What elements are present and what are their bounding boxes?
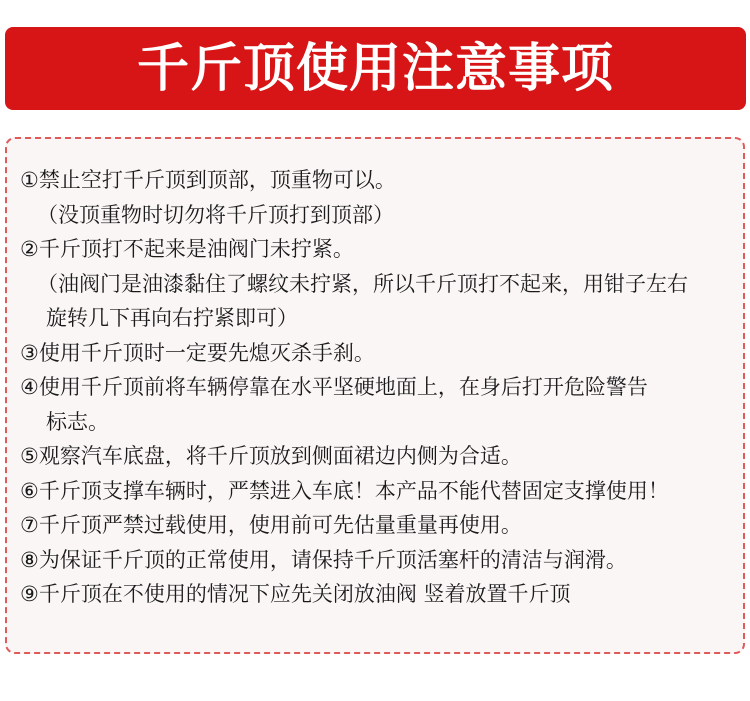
notice-box — [5, 137, 745, 654]
notice-item-9 — [20, 577, 737, 612]
notice-7-text: ⑦千斤顶严禁过载使用，使用前可先估量重量再使用。 — [20, 513, 522, 537]
notice-item-1 — [20, 163, 737, 232]
notice-2-text: ②千斤顶打不起来是油阀门未拧紧。 — [20, 237, 354, 261]
notice-item-5 — [20, 439, 737, 474]
notice-item-3 — [20, 336, 737, 371]
notice-2-note: （油阀门是油漆黏住了螺纹未拧紧，所以千斤顶打不起来，用钳子左右 — [37, 271, 688, 296]
notice-item-4 — [20, 370, 737, 439]
notice-2-note-cont: 旋转几下再向右拧紧即可） — [46, 306, 298, 330]
notice-8-text: ⑧为保证千斤顶的正常使用，请保持千斤顶活塞杆的清洁与润滑。 — [20, 547, 627, 572]
notice-1-text: ①禁止空打千斤顶到顶部，顶重物可以。 — [20, 168, 396, 192]
notice-item-2 — [20, 232, 737, 336]
notice-1-note: （没顶重物时切勿将千斤顶打到顶部） — [37, 202, 394, 227]
notice-9-text: ⑨千斤顶在不使用的情况下应先关闭放油阀 竖着放置千斤顶 — [20, 582, 571, 606]
notice-item-6 — [20, 474, 737, 509]
notice-item-7 — [20, 508, 737, 543]
notice-5-text: ⑤观察汽车底盘，将千斤顶放到侧面裙边内侧为合适。 — [20, 444, 522, 468]
notice-item-8 — [20, 543, 737, 578]
notice-4-text-cont: 标志。 — [46, 409, 109, 434]
notice-6-text: ⑥千斤顶支撑车辆时，严禁进入车底！本产品不能代替固定支撑使用！ — [20, 478, 669, 503]
notice-4-text: ④使用千斤顶前将车辆停靠在水平坚硬地面上，在身后打开危险警告 — [20, 375, 648, 399]
title-banner — [5, 27, 746, 110]
page-title: 千斤顶使用注意事项 — [136, 38, 614, 99]
notice-3-text: ③使用千斤顶时一定要先熄灭杀手刹。 — [20, 340, 375, 365]
notice-list — [20, 163, 737, 612]
